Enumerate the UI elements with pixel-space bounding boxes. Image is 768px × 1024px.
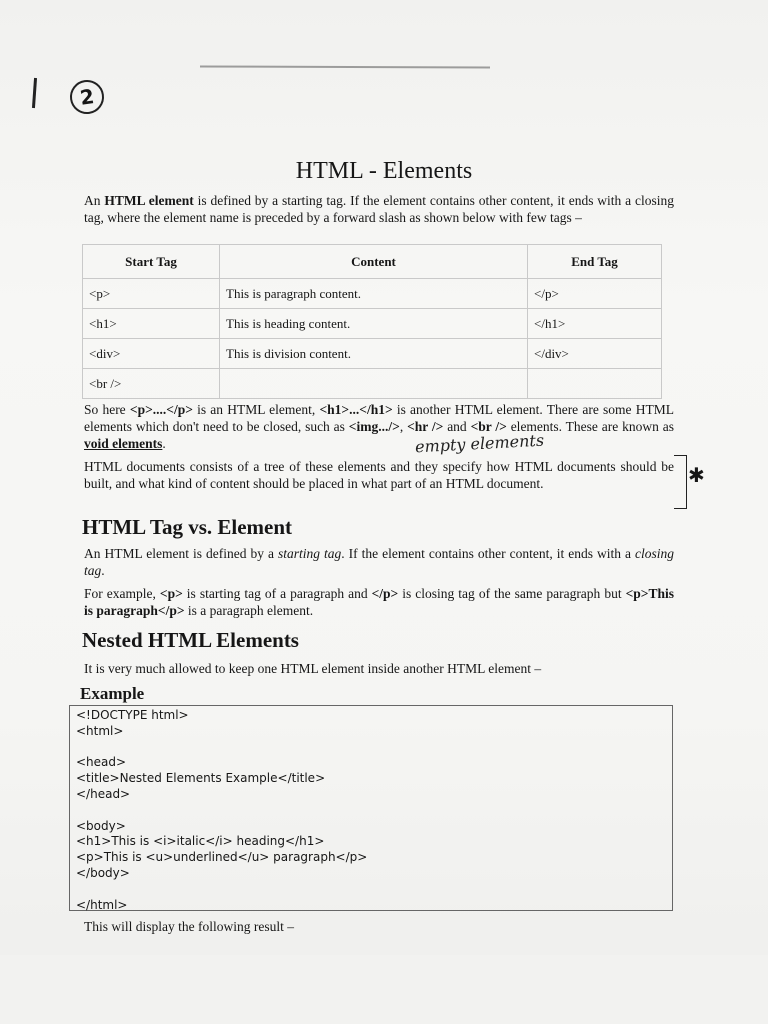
code-line bbox=[76, 803, 666, 819]
text-run: is closing tag of the same paragraph but bbox=[398, 586, 626, 601]
handwritten-star: ✱ bbox=[688, 463, 705, 487]
text-run: elements. These are known as bbox=[506, 419, 674, 434]
code-line: <head> bbox=[76, 755, 127, 770]
table-cell: </p> bbox=[528, 279, 662, 309]
intro-paragraph bbox=[84, 192, 674, 226]
code-line: </body> bbox=[76, 865, 130, 880]
tree-paragraph: HTML documents consists of a tree of these elements and they specify how HTML documents should be built, and what kind of content should be placed in what part of an HTML document. bbox=[84, 459, 674, 491]
code-run: <p>....</p> bbox=[129, 402, 193, 417]
tags-table bbox=[82, 244, 662, 399]
code-line: <h1>This is <i>italic</i> heading</h1> bbox=[76, 834, 325, 849]
page-title: HTML - Elements bbox=[295, 158, 473, 184]
code-run: <h1>...</h1> bbox=[319, 402, 393, 417]
code-line: <html> bbox=[76, 723, 124, 738]
code-example-box bbox=[69, 705, 673, 911]
italic-run: starting tag bbox=[278, 546, 342, 561]
handwritten-page-number: 2 bbox=[68, 78, 106, 116]
table-cell bbox=[220, 369, 528, 399]
code-run: <br /> bbox=[470, 419, 507, 434]
code-run: </p> bbox=[371, 586, 399, 601]
code-run: <p>This is paragraph</p> bbox=[84, 586, 675, 618]
italic-run: closing tag bbox=[84, 546, 675, 578]
table-cell: <div> bbox=[83, 339, 220, 369]
text-run: . If the element contains other content, it ends with a bbox=[341, 546, 636, 561]
table-cell: This is paragraph content. bbox=[220, 279, 528, 309]
tag-vs-element-paragraph-2 bbox=[84, 585, 674, 619]
text-run: For example, bbox=[84, 586, 160, 601]
text-run: is starting tag of a paragraph and bbox=[182, 586, 372, 601]
intro-text-1: An bbox=[84, 193, 105, 208]
code-run: <hr /> bbox=[407, 419, 444, 434]
result-caption: This will display the following result – bbox=[84, 919, 294, 934]
table-cell: This is division content. bbox=[220, 339, 528, 369]
code-line: </html> bbox=[76, 897, 128, 912]
section-heading-tag-vs-element: HTML Tag vs. Element bbox=[82, 515, 293, 539]
table-row bbox=[83, 339, 662, 369]
table-cell: This is heading content. bbox=[220, 309, 528, 339]
text-run: is a paragraph element. bbox=[184, 603, 314, 618]
intro-text-2: is defined by a starting tag. If the element contains other content, it ends with a closing tag, where the element name is preceded by a forward slash as shown below with few tags – bbox=[84, 193, 675, 225]
example-heading: Example bbox=[80, 684, 145, 703]
code-line bbox=[76, 882, 666, 898]
page-shadow bbox=[0, 955, 768, 1024]
header-end-tag: End Tag bbox=[528, 245, 662, 279]
handwritten-bracket bbox=[674, 455, 687, 509]
section-heading-nested: Nested HTML Elements bbox=[82, 628, 299, 652]
table-row bbox=[83, 369, 662, 399]
top-rule bbox=[200, 65, 490, 68]
code-line: <title>Nested Elements Example</title> bbox=[76, 771, 326, 786]
text-run: and bbox=[443, 419, 471, 434]
code-run: <img.../> bbox=[348, 419, 400, 434]
text-run: is an HTML element, bbox=[192, 402, 320, 417]
void-elements-paragraph bbox=[84, 401, 674, 452]
code-line: <body> bbox=[76, 818, 126, 833]
table-cell: <h1> bbox=[83, 309, 220, 339]
nested-paragraph: It is very much allowed to keep one HTML element inside another HTML element – bbox=[84, 661, 542, 676]
text-run: So here bbox=[84, 402, 130, 417]
text-run: , bbox=[399, 419, 408, 434]
handwritten-tick-mark bbox=[32, 78, 37, 108]
intro-bold: HTML element bbox=[104, 193, 194, 208]
header-content: Content bbox=[220, 245, 528, 279]
tag-vs-element-paragraph-1 bbox=[84, 545, 674, 579]
code-line: </head> bbox=[76, 786, 131, 801]
code-run: <p> bbox=[159, 586, 183, 601]
void-elements-term: void elements bbox=[84, 436, 163, 451]
table-cell: <p> bbox=[83, 279, 220, 309]
table-row bbox=[83, 309, 662, 339]
code-line bbox=[76, 740, 666, 756]
text-run: . bbox=[162, 436, 166, 451]
handwritten-note: empty elements bbox=[414, 430, 545, 457]
text-run: . bbox=[101, 563, 105, 578]
table-row bbox=[83, 279, 662, 309]
table-cell: </h1> bbox=[528, 309, 662, 339]
text-run: An HTML element is defined by a bbox=[84, 546, 278, 561]
code-line: <p>This is <u>underlined</u> paragraph</p> bbox=[76, 850, 368, 865]
table-cell: <br /> bbox=[83, 369, 220, 399]
table-header-row bbox=[83, 245, 662, 279]
table-cell: </div> bbox=[528, 339, 662, 369]
text-run: is another HTML element. There are some HTML elements which don't need to be closed, such as bbox=[84, 402, 674, 434]
table-cell bbox=[528, 369, 662, 399]
code-line: <!DOCTYPE html> bbox=[76, 708, 189, 722]
header-start-tag: Start Tag bbox=[83, 245, 220, 279]
